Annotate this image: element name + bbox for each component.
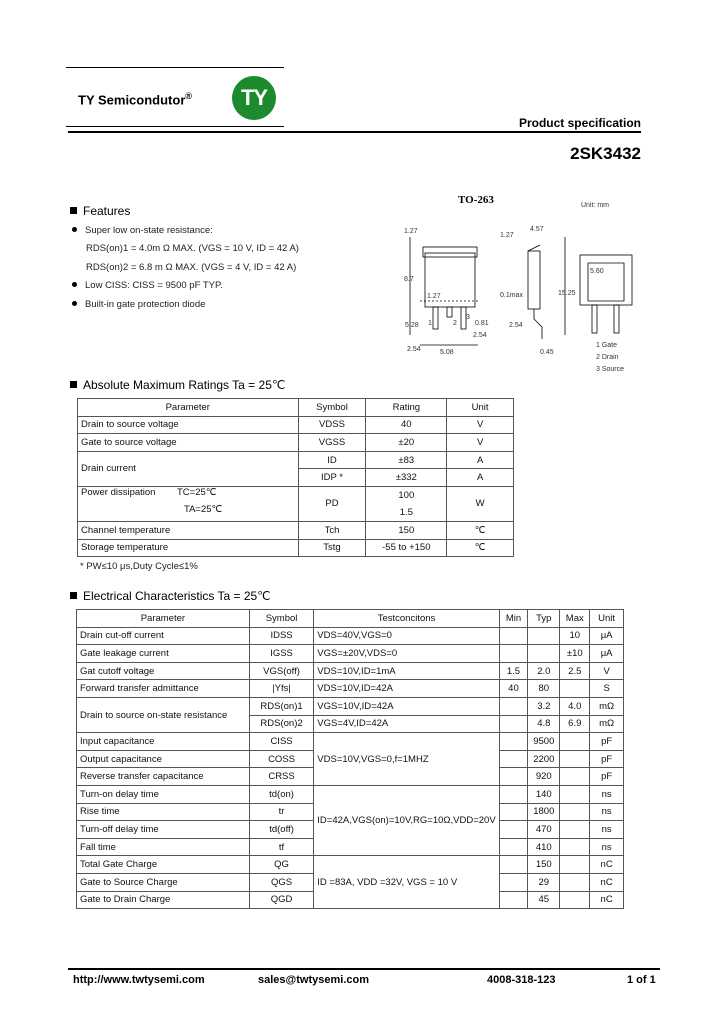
col-header: Parameter <box>78 399 299 417</box>
cond-cell: VDS=10V,ID=42A <box>314 680 499 698</box>
param-cell <box>78 486 299 521</box>
table-row <box>77 697 624 715</box>
unit-cell: nC <box>590 873 624 891</box>
cond-cell: VGS=4V,ID=42A <box>314 715 499 733</box>
feature-item: RDS(on)1 = 4.0m Ω MAX. (VGS = 10 V, ID = 42 A) <box>86 243 299 254</box>
max-cell: 4.0 <box>560 697 590 715</box>
param-cell: Gate to source voltage <box>78 434 299 452</box>
unit-cell: ns <box>590 838 624 856</box>
cond-cell: ID=42A,VGS(on)=10V,RG=10Ω,VDD=20V <box>314 785 499 855</box>
min-cell <box>499 697 528 715</box>
header-top-rule <box>66 67 284 68</box>
abs-max-table <box>77 398 514 557</box>
symbol-cell: QG <box>249 856 314 874</box>
typ-cell: 45 <box>528 891 560 909</box>
package-dim: 2.54 <box>473 332 487 339</box>
typ-cell: 2200 <box>528 750 560 768</box>
elec-table <box>76 609 624 909</box>
cond-cell: ID =83A, VDD =32V, VGS = 10 V <box>314 856 499 909</box>
min-cell <box>499 645 528 663</box>
table-row <box>77 627 624 645</box>
symbol-cell: IDP * <box>298 469 366 487</box>
pd-value-1: 100 <box>398 489 415 501</box>
package-dim: 1.27 <box>500 232 514 239</box>
package-dim: 0.81 <box>475 320 489 327</box>
footer-website-link[interactable]: http://www.twtysemi.com <box>73 974 205 986</box>
package-dim: 1.27 <box>427 293 441 300</box>
table-row <box>77 645 624 663</box>
symbol-cell: VDSS <box>298 416 366 434</box>
side-view-body <box>528 251 540 309</box>
pd-value-2: 1.5 <box>399 506 413 518</box>
param-cell: Drain current <box>78 451 299 486</box>
package-dim: 5.28 <box>405 322 419 329</box>
max-cell <box>560 733 590 751</box>
symbol-cell: CRSS <box>249 768 314 786</box>
param-cell: Gate to Drain Charge <box>77 891 250 909</box>
abs-max-footnote: * PW≤10 μs,Duty Cycle≤1% <box>80 561 198 572</box>
table-row <box>77 680 624 698</box>
footer-phone: 4008-318-123 <box>487 974 556 986</box>
company-logo: TY <box>232 76 276 120</box>
param-cell: Fall time <box>77 838 250 856</box>
pin-number: 2 <box>453 320 457 327</box>
package-dim: 4.57 <box>530 226 544 233</box>
package-dim: 2.54 <box>509 322 523 329</box>
unit-cell: pF <box>590 750 624 768</box>
unit-cell: pF <box>590 733 624 751</box>
col-header: Rating <box>366 399 447 417</box>
features-heading: Features <box>70 204 130 218</box>
symbol-cell: PD <box>298 486 366 521</box>
pd-cond-ta: TA=25℃ <box>184 503 223 515</box>
unit-cell: V <box>447 434 514 452</box>
col-header: Testconcitons <box>314 610 499 628</box>
unit-cell: W <box>447 486 514 521</box>
side-view-lead <box>534 309 542 339</box>
package-title: TO-263 <box>458 194 494 206</box>
unit-cell: ℃ <box>447 521 514 539</box>
unit-cell: A <box>447 469 514 487</box>
max-cell <box>560 750 590 768</box>
col-header: Symbol <box>249 610 314 628</box>
max-cell <box>560 821 590 839</box>
min-cell <box>499 873 528 891</box>
col-header: Min <box>499 610 528 628</box>
front-view-tab <box>423 247 477 257</box>
param-cell: Gat cutoff voltage <box>77 662 250 680</box>
cond-cell: VDS=40V,VGS=0 <box>314 627 499 645</box>
max-cell <box>560 873 590 891</box>
symbol-cell: QGS <box>249 873 314 891</box>
table-row <box>78 539 514 557</box>
rating-cell: ±332 <box>366 469 447 487</box>
feature-item: Low CISS: CISS = 9500 pF TYP. <box>72 280 223 291</box>
unit-cell: V <box>590 662 624 680</box>
pin-legend: 2 Drain <box>596 354 619 361</box>
unit-cell: μA <box>590 627 624 645</box>
max-cell: 2.5 <box>560 662 590 680</box>
min-cell <box>499 891 528 909</box>
unit-cell: S <box>590 680 624 698</box>
min-cell <box>499 803 528 821</box>
min-cell <box>499 768 528 786</box>
package-dim: 0.1max <box>500 292 523 299</box>
abs-max-heading: Absolute Maximum Ratings Ta = 25℃ <box>70 378 285 392</box>
company-name: TY Semicondutor® <box>78 91 193 108</box>
typ-cell: 9500 <box>528 733 560 751</box>
param-cell: Rise time <box>77 803 250 821</box>
param-cell: Turn-off delay time <box>77 821 250 839</box>
unit-cell: ns <box>590 821 624 839</box>
min-cell <box>499 750 528 768</box>
rating-cell: ±20 <box>366 434 447 452</box>
max-cell <box>560 856 590 874</box>
min-cell <box>499 785 528 803</box>
col-header: Typ <box>528 610 560 628</box>
col-header: Max <box>560 610 590 628</box>
param-cell: Drain cut-off current <box>77 627 250 645</box>
rating-cell: -55 to +150 <box>366 539 447 557</box>
param-cell: Total Gate Charge <box>77 856 250 874</box>
table-row <box>78 416 514 434</box>
feature-item: Super low on-state resistance: <box>72 225 213 236</box>
part-number: 2SK3432 <box>570 144 641 163</box>
unit-cell: V <box>447 416 514 434</box>
package-dim: 0.45 <box>540 349 554 356</box>
max-cell <box>560 803 590 821</box>
param-cell: Output capacitance <box>77 750 250 768</box>
feature-item: Built-in gate protection diode <box>72 299 205 310</box>
footer-email-link[interactable]: sales@twtysemi.com <box>258 974 369 986</box>
symbol-cell: |Yfs| <box>249 680 314 698</box>
pin-legend: 3 Source <box>596 366 625 373</box>
typ-cell: 80 <box>528 680 560 698</box>
col-header: Symbol <box>298 399 366 417</box>
col-header: Parameter <box>77 610 250 628</box>
header-mid-rule <box>66 126 284 127</box>
symbol-cell: QGD <box>249 891 314 909</box>
param-cell: Drain to source voltage <box>78 416 299 434</box>
param-cell: Channel temperature <box>78 521 299 539</box>
max-cell <box>560 785 590 803</box>
unit-cell: ns <box>590 785 624 803</box>
symbol-cell: VGSS <box>298 434 366 452</box>
min-cell <box>499 821 528 839</box>
symbol-cell: RDS(on)1 <box>249 697 314 715</box>
param-cell: Turn-on delay time <box>77 785 250 803</box>
typ-cell: 140 <box>528 785 560 803</box>
footer-rule <box>68 968 660 970</box>
unit-cell: nC <box>590 891 624 909</box>
typ-cell: 470 <box>528 821 560 839</box>
rating-cell: ±83 <box>366 451 447 469</box>
rating-cell: 150 <box>366 521 447 539</box>
min-cell: 40 <box>499 680 528 698</box>
min-cell <box>499 715 528 733</box>
table-row <box>78 434 514 452</box>
package-dim: 5.08 <box>440 349 454 356</box>
max-cell <box>560 838 590 856</box>
symbol-cell: VGS(off) <box>249 662 314 680</box>
symbol-cell: tr <box>249 803 314 821</box>
typ-cell: 1800 <box>528 803 560 821</box>
package-dim: 5.60 <box>590 268 604 275</box>
feature-item: RDS(on)2 = 6.8 m Ω MAX. (VGS = 4 V, ID = 42 A) <box>86 262 297 273</box>
table-header-row <box>78 399 514 417</box>
param-cell: Forward transfer admittance <box>77 680 250 698</box>
typ-cell: 29 <box>528 873 560 891</box>
unit-cell: ns <box>590 803 624 821</box>
cond-cell: VGS=±20V,VDS=0 <box>314 645 499 663</box>
symbol-cell: td(on) <box>249 785 314 803</box>
cond-cell: VGS=10V,ID=42A <box>314 697 499 715</box>
header-thick-rule <box>68 131 641 133</box>
unit-cell: mΩ <box>590 697 624 715</box>
pin-number: 1 <box>428 320 432 327</box>
max-cell <box>560 768 590 786</box>
min-cell <box>499 733 528 751</box>
package-dim: 1.27 <box>404 228 418 235</box>
pd-cond-tc: TC=25℃ <box>177 486 217 498</box>
back-view-lead-1 <box>592 305 597 333</box>
table-row <box>77 733 624 751</box>
rating-cell: 40 <box>366 416 447 434</box>
pin-number: 3 <box>466 314 470 321</box>
table-header-row <box>77 610 624 628</box>
col-header: Unit <box>590 610 624 628</box>
unit-cell: pF <box>590 768 624 786</box>
typ-cell <box>528 627 560 645</box>
cond-cell: VDS=10V,VGS=0,f=1MHZ <box>314 733 499 786</box>
col-header: Unit <box>447 399 514 417</box>
side-view-tab <box>528 245 540 251</box>
param-cell: Gate to Source Charge <box>77 873 250 891</box>
typ-cell: 150 <box>528 856 560 874</box>
max-cell: ±10 <box>560 645 590 663</box>
param-cell: Input capacitance <box>77 733 250 751</box>
table-row <box>78 486 514 521</box>
max-cell: 6.9 <box>560 715 590 733</box>
typ-cell: 2.0 <box>528 662 560 680</box>
max-cell <box>560 891 590 909</box>
back-view-lead-2 <box>614 305 619 333</box>
unit-cell: A <box>447 451 514 469</box>
doc-type: Product specification <box>518 116 641 130</box>
pin-legend: 1 Gate <box>596 342 618 349</box>
pd-label: Power dissipation <box>81 486 156 498</box>
param-cell: Reverse transfer capacitance <box>77 768 250 786</box>
unit-cell: mΩ <box>590 715 624 733</box>
min-cell <box>499 856 528 874</box>
max-cell: 10 <box>560 627 590 645</box>
rating-cell <box>366 486 447 521</box>
max-cell <box>560 680 590 698</box>
typ-cell: 4.8 <box>528 715 560 733</box>
package-dim: 8.7 <box>404 276 414 283</box>
symbol-cell: IGSS <box>249 645 314 663</box>
elec-heading: Electrical Characteristics Ta = 25℃ <box>70 589 271 603</box>
typ-cell: 920 <box>528 768 560 786</box>
symbol-cell: tf <box>249 838 314 856</box>
pin-1 <box>433 307 438 329</box>
table-row <box>78 451 514 469</box>
package-dim: 15.25 <box>558 290 576 297</box>
table-row <box>78 521 514 539</box>
symbol-cell: CISS <box>249 733 314 751</box>
min-cell: 1.5 <box>499 662 528 680</box>
symbol-cell: Tstg <box>298 539 366 557</box>
pin-2 <box>447 307 452 317</box>
symbol-cell: RDS(on)2 <box>249 715 314 733</box>
min-cell <box>499 838 528 856</box>
table-row <box>77 662 624 680</box>
unit-cell: ℃ <box>447 539 514 557</box>
symbol-cell: IDSS <box>249 627 314 645</box>
symbol-cell: COSS <box>249 750 314 768</box>
symbol-cell: Tch <box>298 521 366 539</box>
package-dim: 2.54 <box>407 346 421 353</box>
param-cell: Storage temperature <box>78 539 299 557</box>
typ-cell <box>528 645 560 663</box>
unit-cell: μA <box>590 645 624 663</box>
table-row <box>77 856 624 874</box>
package-unit: Unit: mm <box>581 202 609 209</box>
table-row <box>77 785 624 803</box>
typ-cell: 3.2 <box>528 697 560 715</box>
symbol-cell: td(off) <box>249 821 314 839</box>
typ-cell: 410 <box>528 838 560 856</box>
footer-page-number: 1 of 1 <box>627 974 656 986</box>
param-cell: Drain to source on-state resistance <box>77 697 250 732</box>
param-cell: Gate leakage current <box>77 645 250 663</box>
min-cell <box>499 627 528 645</box>
cond-cell: VDS=10V,ID=1mA <box>314 662 499 680</box>
unit-cell: nC <box>590 856 624 874</box>
symbol-cell: ID <box>298 451 366 469</box>
